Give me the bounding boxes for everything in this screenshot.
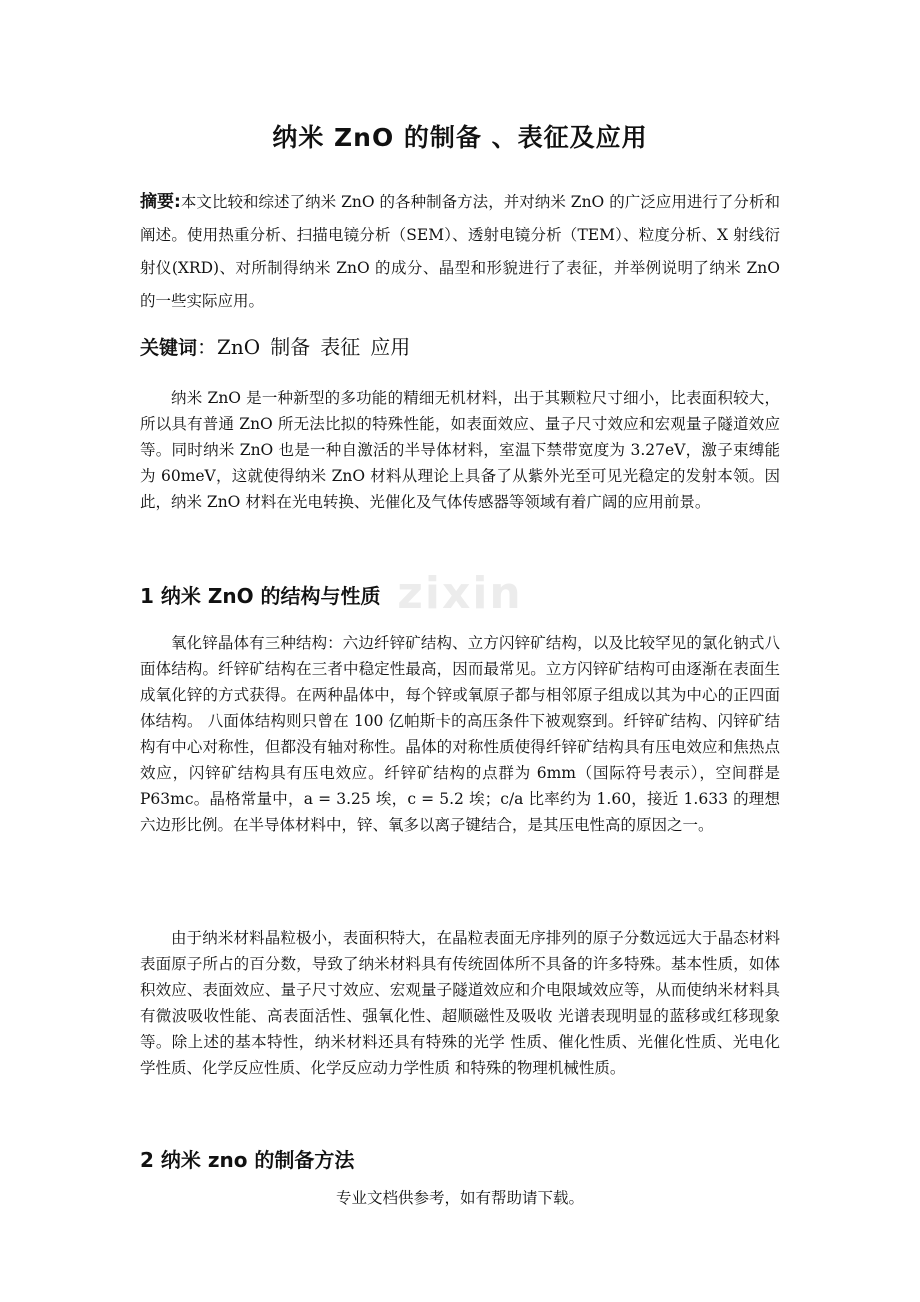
document-title: 纳米 ZnO 的制备 、表征及应用: [272, 123, 648, 152]
abstract-block: [140, 186, 780, 318]
section-2-heading: 2 纳米 zno 的制备方法: [140, 1148, 355, 1172]
intro-paragraph: 纳米 ZnO 是一种新型的多功能的精细无机材料，出于其颗粒尺寸细小，比表面积较大，所以具有普通 ZnO 所无法比拟的特殊性能，如表面效应、量子尺寸效应和宏观量子隧道效应等。同时纳米 ZnO 也是一种自激活的半导体材料，室温下禁带宽度为 3.27eV，激子束缚能为 60meV，这就使得纳米 ZnO 材料从理论上具备了从紫外光至可见光稳定的发射本领。因此，纳米 ZnO 材料在光电转换、光催化及气体传感器等领域有着广阔的应用前景。: [140, 389, 780, 511]
section-1-paragraph-1: 氧化锌晶体有三种结构：六边纤锌矿结构、立方闪锌矿结构，以及比较罕见的氯化钠式八面体结构。纤锌矿结构在三者中稳定性最高，因而最常见。立方闪锌矿结构可由逐渐在表面生成氧化锌的方式获得。在两种晶体中，每个锌或氧原子都与相邻原子组成以其为中心的正四面体结构。 八面体结构则只曾在 100 亿帕斯卡的高压条件下被观察到。纤锌矿结构、闪锌矿结构有中心对称性，但都没有轴对称性。晶体的对称性质使得纤锌矿结构具有压电效应和焦热点效应，闪锌矿结构具有压电效应。纤锌矿结构的点群为 6mm（国际符号表示），空间群是 P63mc。晶格常量中，a = 3.25 埃，c = 5.2 埃；c/a 比率约为 1.60，接近 1.633 的理想六边形比例。在半导体材料中，锌、氧多以离子键结合，是其压电性高的原因之一。: [140, 634, 780, 834]
keyword-item: 应用: [370, 335, 411, 359]
keyword-item: 表征: [320, 335, 361, 359]
keywords-label: 关键词: [140, 337, 198, 359]
watermark-logo: zixin: [397, 568, 523, 619]
section-1-heading: 1 纳米 ZnO 的结构与性质: [140, 584, 381, 608]
page-footer: 专业文档供参考，如有帮助请下载。: [335, 1189, 584, 1207]
keyword-item: 制备: [270, 335, 311, 359]
section-1-paragraph-2: 由于纳米材料晶粒极小，表面积特大，在晶粒表面无序排列的原子分数远远大于晶态材料表面原子所占的百分数，导致了纳米材料具有传统固体所不具备的许多特殊。基本性质，如体积效应、表面效应、量子尺寸效应、宏观量子隧道效应和介电限域效应等，从而使纳米材料具有微波吸收性能、高表面活性、强氧化性、超顺磁性及吸收 光谱表现明显的蓝移或红移现象等。除上述的基本特性，纳米材料还具有特殊的光学 性质、催化性质、光催化性质、光电化学性质、化学反应性质、化学反应动力学性质 和特殊的物理机械性质。: [140, 929, 780, 1077]
keywords-block: [140, 330, 780, 365]
keyword-item: ZnO: [217, 335, 261, 359]
abstract-text: 本文比较和综述了纳米 ZnO 的各种制备方法，并对纳米 ZnO 的广泛应用进行了分析和阐述。使用热重分析、扫描电镜分析（SEM）、透射电镜分析（TEM）、粒度分析、X 射线衍射仪(XRD)、对所制得纳米 ZnO 的成分、晶型和形貌进行了表征，并举例说明了纳米 ZnO 的一些实际应用。: [140, 193, 780, 310]
abstract-label: 摘要:: [140, 192, 181, 212]
keywords-separator: ：: [197, 335, 218, 359]
